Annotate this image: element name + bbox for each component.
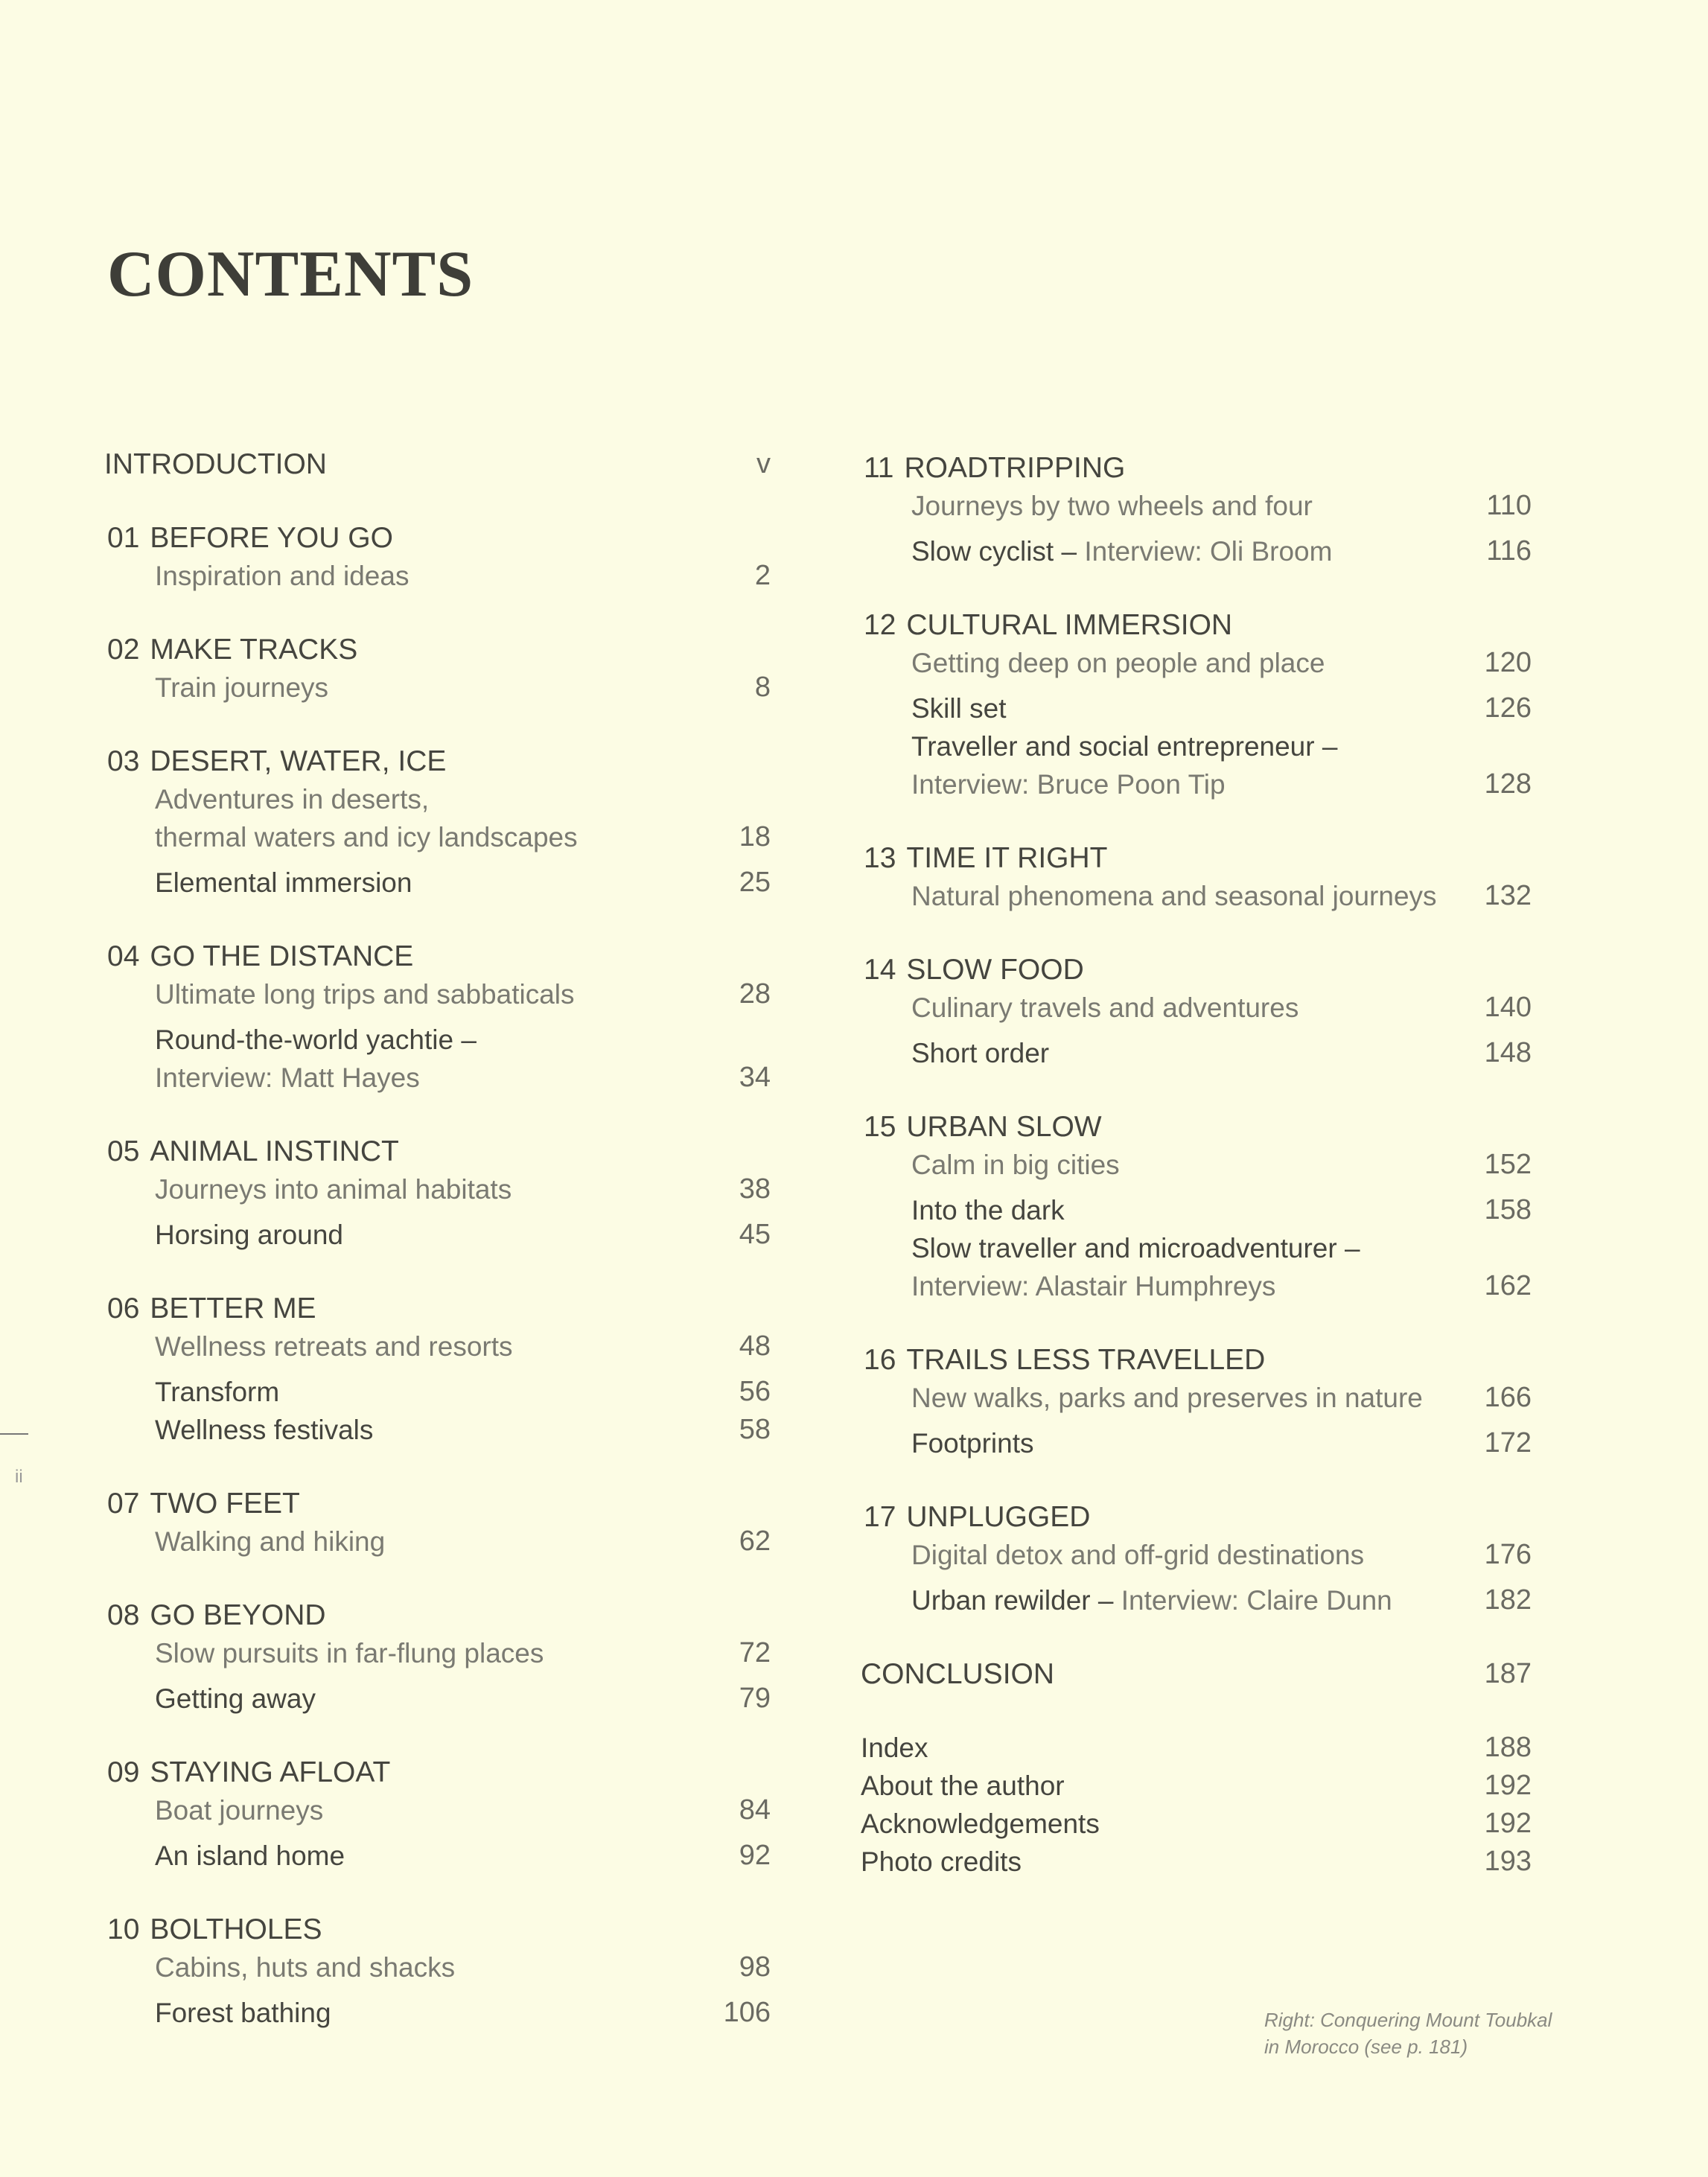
chapter-block xyxy=(107,1485,771,1561)
page-number: 152 xyxy=(1484,1149,1532,1180)
chapter-name: STAYING AFLOAT xyxy=(150,1756,391,1788)
chapter-title xyxy=(107,1756,390,1789)
entry-subtitle: thermal waters and icy landscapes xyxy=(155,821,578,852)
chapter-name: URBAN SLOW xyxy=(906,1110,1102,1143)
chapter-block xyxy=(864,1498,1532,1619)
chapter-block xyxy=(861,1655,1532,1693)
chapter-heading[interactable] xyxy=(107,1910,771,1948)
contents-entry[interactable] xyxy=(861,1729,1532,1767)
chapter-number: 07 xyxy=(107,1487,140,1520)
page-number: 84 xyxy=(739,1794,771,1826)
chapter-number: 12 xyxy=(864,608,896,641)
page-number: 45 xyxy=(739,1219,771,1250)
entry-text xyxy=(155,561,409,592)
chapter-number: 03 xyxy=(107,745,140,777)
page-number: 116 xyxy=(1486,535,1532,567)
contents-entry[interactable] xyxy=(864,989,1532,1027)
contents-right-column xyxy=(861,449,1532,1881)
entry-title: Transform xyxy=(155,1376,280,1407)
page-number: 176 xyxy=(1484,1539,1532,1570)
chapter-name: DESERT, WATER, ICE xyxy=(150,745,447,777)
entry-text xyxy=(155,1795,323,1826)
entry-text xyxy=(155,1377,279,1408)
chapter-number: 13 xyxy=(864,841,896,874)
entry-text xyxy=(155,1415,373,1446)
entry-title: About the author xyxy=(861,1770,1065,1801)
entry-text xyxy=(155,1024,477,1056)
chapter-heading[interactable] xyxy=(104,445,771,483)
chapter-name: BETTER ME xyxy=(150,1292,316,1325)
chapter-name: BEFORE YOU GO xyxy=(150,521,393,554)
chapter-number: 05 xyxy=(107,1135,140,1167)
entry-text xyxy=(155,672,328,704)
entry-text xyxy=(155,1952,455,1983)
chapter-block xyxy=(107,1132,771,1254)
chapter-name: ANIMAL INSTINCT xyxy=(150,1135,399,1167)
contents-entry[interactable] xyxy=(107,1059,771,1097)
chapter-name: MAKE TRACKS xyxy=(150,633,358,666)
chapter-heading[interactable] xyxy=(107,1132,771,1170)
chapter-name: TWO FEET xyxy=(150,1487,300,1520)
page-number: 126 xyxy=(1484,692,1532,724)
contents-entry[interactable] xyxy=(864,532,1532,570)
caption-line: in Morocco (see p. 181) xyxy=(1264,2036,1468,2058)
contents-entry[interactable] xyxy=(864,1424,1532,1462)
entry-title: Index xyxy=(861,1732,928,1763)
entry-title: Slow traveller and microadventurer – xyxy=(911,1232,1360,1263)
contents-entry[interactable] xyxy=(864,1191,1532,1229)
entry-text xyxy=(911,1038,1049,1069)
entry-subtitle: Train journeys xyxy=(155,672,329,703)
contents-entry[interactable] xyxy=(107,1411,771,1449)
contents-entry[interactable] xyxy=(861,1767,1532,1805)
entry-text xyxy=(155,867,412,899)
entry-text xyxy=(911,1585,1392,1616)
chapter-name: CONCLUSION xyxy=(861,1657,1055,1690)
chapter-title xyxy=(864,609,1232,642)
page-number: 34 xyxy=(739,1062,771,1093)
page-number: 132 xyxy=(1484,880,1532,911)
entry-text xyxy=(155,1331,513,1362)
page-number: 162 xyxy=(1484,1270,1532,1301)
chapter-block xyxy=(107,1753,771,1875)
entry-subtitle: Interview: Bruce Poon Tip xyxy=(911,768,1226,800)
entry-title: Acknowledgements xyxy=(861,1808,1100,1839)
contents-entry[interactable] xyxy=(107,1791,771,1829)
contents-entry[interactable] xyxy=(107,975,771,1013)
chapter-title xyxy=(107,940,413,973)
entry-subtitle: Digital detox and off-grid destinations xyxy=(911,1539,1365,1570)
chapter-heading[interactable] xyxy=(107,1596,771,1634)
entry-title: Forest bathing xyxy=(155,1997,331,2028)
entry-subtitle: Getting deep on people and place xyxy=(911,647,1325,678)
page-number: 79 xyxy=(739,1683,771,1714)
page-number: 110 xyxy=(1486,490,1532,521)
page-number: 8 xyxy=(754,672,771,703)
page-number: 158 xyxy=(1484,1194,1532,1225)
entry-interview: Interview: Claire Dunn xyxy=(1121,1584,1392,1616)
chapter-name: GO THE DISTANCE xyxy=(150,940,414,972)
entry-subtitle: Ultimate long trips and sabbaticals xyxy=(155,978,575,1010)
entry-text xyxy=(911,769,1226,800)
entry-text xyxy=(911,992,1298,1024)
chapter-name: TRAILS LESS TRAVELLED xyxy=(906,1343,1266,1376)
chapter-heading[interactable] xyxy=(107,1485,771,1523)
contents-entry[interactable] xyxy=(107,1680,771,1718)
page-number: 58 xyxy=(739,1414,771,1445)
page-number: ii xyxy=(15,1467,23,1487)
entry-text xyxy=(911,1428,1034,1459)
entry-text xyxy=(155,1062,420,1094)
chapter-title xyxy=(107,634,357,666)
page-number: 148 xyxy=(1484,1037,1532,1068)
page-title: CONTENTS xyxy=(107,238,474,310)
page-number: 98 xyxy=(739,1951,771,1983)
chapter-heading[interactable] xyxy=(107,519,771,557)
page-number: 72 xyxy=(739,1637,771,1668)
chapter-title xyxy=(864,1501,1090,1534)
entry-text xyxy=(911,693,1006,724)
chapter-block xyxy=(107,519,771,595)
page-number: 182 xyxy=(1484,1584,1532,1616)
entry-text xyxy=(155,1526,385,1558)
chapter-block xyxy=(864,951,1532,1072)
entry-title: Into the dark xyxy=(911,1194,1065,1225)
entry-subtitle: Adventures in deserts, xyxy=(155,783,430,815)
chapter-name: CULTURAL IMMERSION xyxy=(906,608,1233,641)
entry-subtitle: Journeys by two wheels and four xyxy=(911,490,1313,521)
page-number: 92 xyxy=(739,1840,771,1871)
contents-entry[interactable] xyxy=(864,487,1532,525)
chapter-number: 14 xyxy=(864,953,896,986)
entry-title: Footprints xyxy=(911,1427,1034,1459)
contents-left-column xyxy=(104,445,771,2032)
page-number: 120 xyxy=(1484,647,1532,678)
chapter-block xyxy=(107,742,771,902)
chapter-title xyxy=(864,842,1108,875)
page-number: 188 xyxy=(1484,1732,1532,1763)
page-number: 62 xyxy=(739,1526,771,1557)
chapter-title xyxy=(861,1658,1054,1691)
chapter-name: UNPLUGGED xyxy=(906,1500,1091,1533)
page-number: 172 xyxy=(1484,1427,1532,1459)
entry-text xyxy=(911,491,1313,522)
entry-interview: Interview: Oli Broom xyxy=(1084,535,1333,567)
chapter-name: SLOW FOOD xyxy=(906,953,1084,986)
chapter-block xyxy=(107,631,771,707)
entry-subtitle: Cabins, huts and shacks xyxy=(155,1951,456,1983)
entry-title: Wellness festivals xyxy=(155,1414,374,1445)
chapter-name: INTRODUCTION xyxy=(104,447,327,480)
photo-caption xyxy=(1264,2007,1552,2060)
contents-entry[interactable] xyxy=(107,1021,771,1059)
page-number: 2 xyxy=(754,560,771,591)
entry-subtitle: Interview: Matt Hayes xyxy=(155,1062,420,1093)
entry-text xyxy=(911,536,1332,567)
chapter-number: 09 xyxy=(107,1756,140,1788)
entry-subtitle: Journeys into animal habitats xyxy=(155,1173,512,1205)
chapter-heading[interactable] xyxy=(861,1655,1532,1693)
chapter-block xyxy=(864,1341,1532,1462)
entry-title: Short order xyxy=(911,1037,1050,1068)
chapter-block xyxy=(107,1290,771,1449)
margin-rule xyxy=(0,1433,28,1435)
chapter-heading[interactable] xyxy=(864,1108,1532,1146)
chapter-heading[interactable] xyxy=(864,606,1532,644)
chapter-name: GO BEYOND xyxy=(150,1599,326,1631)
entry-subtitle: New walks, parks and preserves in nature xyxy=(911,1382,1423,1413)
chapter-number: 15 xyxy=(864,1110,896,1143)
entry-text xyxy=(155,1638,544,1669)
chapter-block xyxy=(107,1910,771,2032)
contents-entry[interactable] xyxy=(107,1994,771,2032)
contents-entry[interactable] xyxy=(864,727,1532,765)
page-number: 56 xyxy=(739,1376,771,1407)
chapter-name: BOLTHOLES xyxy=(150,1913,322,1945)
contents-entry[interactable] xyxy=(864,765,1532,803)
entry-subtitle: Boat journeys xyxy=(155,1794,324,1826)
entry-subtitle: Slow pursuits in far-flung places xyxy=(155,1637,544,1668)
chapter-heading[interactable] xyxy=(864,449,1532,487)
contents-entry[interactable] xyxy=(107,1634,771,1672)
contents-entry[interactable] xyxy=(864,1581,1532,1619)
contents-entry[interactable] xyxy=(864,877,1532,915)
entry-text xyxy=(911,648,1325,679)
chapter-title xyxy=(864,954,1084,986)
entry-text xyxy=(155,979,575,1010)
entry-title: Photo credits xyxy=(861,1846,1022,1877)
page-number: 106 xyxy=(723,1997,771,2028)
entry-text xyxy=(911,1271,1275,1302)
contents-entry[interactable] xyxy=(107,780,771,818)
chapter-title xyxy=(107,1599,326,1632)
entry-text xyxy=(911,731,1337,762)
contents-entry[interactable] xyxy=(864,644,1532,682)
chapter-number: 04 xyxy=(107,940,140,972)
chapter-title xyxy=(107,1293,316,1325)
chapter-number: 11 xyxy=(864,451,894,484)
caption-line: Right: Conquering Mount Toubkal xyxy=(1264,2009,1552,2031)
page-number: 166 xyxy=(1484,1382,1532,1413)
chapter-block xyxy=(864,606,1532,803)
contents-entry[interactable] xyxy=(107,1216,771,1254)
chapter-heading[interactable] xyxy=(864,951,1532,989)
chapter-block xyxy=(107,1596,771,1718)
chapter-title xyxy=(107,1913,322,1946)
chapter-heading[interactable] xyxy=(107,1753,771,1791)
contents-entry[interactable] xyxy=(861,1843,1532,1881)
contents-entry[interactable] xyxy=(861,1805,1532,1843)
entry-title: Round-the-world yachtie – xyxy=(155,1024,477,1055)
chapter-block xyxy=(104,445,771,483)
back-matter xyxy=(861,1729,1532,1881)
chapter-block xyxy=(864,839,1532,915)
chapter-title xyxy=(864,1111,1102,1144)
chapter-heading[interactable] xyxy=(107,631,771,669)
chapter-title xyxy=(107,1488,300,1520)
contents-entry[interactable] xyxy=(107,818,771,856)
entry-title: Elemental immersion xyxy=(155,867,412,898)
chapter-number: 06 xyxy=(107,1292,140,1325)
contents-entry[interactable] xyxy=(107,1523,771,1561)
page-number: 25 xyxy=(739,867,771,898)
entry-title: Skill set xyxy=(911,692,1007,724)
entry-text xyxy=(911,1383,1423,1414)
entry-subtitle: Natural phenomena and seasonal journeys xyxy=(911,880,1437,911)
entry-title: Getting away xyxy=(155,1683,316,1714)
entry-subtitle: Interview: Alastair Humphreys xyxy=(911,1270,1276,1301)
entry-title: Slow cyclist – xyxy=(911,535,1077,567)
chapter-block xyxy=(107,937,771,1097)
entry-text xyxy=(155,1840,345,1872)
entry-subtitle: Walking and hiking xyxy=(155,1526,386,1557)
contents-entry[interactable] xyxy=(107,1373,771,1411)
entry-text xyxy=(155,822,578,853)
contents-entry[interactable] xyxy=(864,1146,1532,1184)
entry-text xyxy=(155,1998,331,2029)
chapter-title xyxy=(107,745,446,778)
chapter-title xyxy=(864,1344,1265,1377)
entry-title: Horsing around xyxy=(155,1219,343,1250)
chapter-heading[interactable] xyxy=(107,742,771,780)
entry-text xyxy=(911,1195,1065,1226)
page-number: 187 xyxy=(1484,1658,1532,1689)
contents-entry[interactable] xyxy=(864,1034,1532,1072)
contents-entry[interactable] xyxy=(864,1536,1532,1574)
page-number: 48 xyxy=(739,1330,771,1362)
chapter-title xyxy=(864,452,1125,485)
page-number: 193 xyxy=(1484,1846,1532,1877)
chapter-number: 17 xyxy=(864,1500,896,1533)
entry-title: An island home xyxy=(155,1840,345,1871)
entry-subtitle: Culinary travels and adventures xyxy=(911,992,1299,1023)
contents-entry[interactable] xyxy=(864,1229,1532,1267)
entry-text xyxy=(155,1174,512,1205)
contents-entry[interactable] xyxy=(107,864,771,902)
chapter-name: ROADTRIPPING xyxy=(904,451,1126,484)
entry-subtitle: Calm in big cities xyxy=(911,1149,1120,1180)
page-number: 18 xyxy=(739,821,771,852)
page-number: 140 xyxy=(1484,992,1532,1023)
contents-entry[interactable] xyxy=(864,1379,1532,1417)
chapter-block xyxy=(864,1108,1532,1305)
contents-entry[interactable] xyxy=(864,689,1532,727)
chapter-title xyxy=(107,1135,399,1168)
chapter-number: 10 xyxy=(107,1913,140,1945)
entry-title: Traveller and social entrepreneur – xyxy=(911,730,1338,762)
entry-text xyxy=(155,1220,343,1251)
entry-text xyxy=(911,1540,1364,1571)
contents-entry[interactable] xyxy=(107,1170,771,1208)
page-number: 192 xyxy=(1484,1808,1532,1839)
entry-text xyxy=(911,881,1437,912)
page-number: 28 xyxy=(739,978,771,1010)
chapter-title xyxy=(107,522,393,555)
contents-entry[interactable] xyxy=(107,669,771,707)
chapter-heading[interactable] xyxy=(107,937,771,975)
chapter-number: 02 xyxy=(107,633,140,666)
chapter-number: 16 xyxy=(864,1343,896,1376)
chapter-title xyxy=(104,448,327,481)
page-number: 38 xyxy=(739,1173,771,1205)
chapter-number: 01 xyxy=(107,521,140,554)
chapter-heading[interactable] xyxy=(864,839,1532,877)
chapter-name: TIME IT RIGHT xyxy=(906,841,1108,874)
page-number: 192 xyxy=(1484,1770,1532,1801)
entry-text xyxy=(911,1150,1120,1181)
chapter-block xyxy=(864,449,1532,570)
chapter-heading[interactable] xyxy=(864,1498,1532,1536)
contents-entry[interactable] xyxy=(864,1267,1532,1305)
chapter-number: 08 xyxy=(107,1599,140,1631)
chapter-heading[interactable] xyxy=(864,1341,1532,1379)
entry-title: Urban rewilder – xyxy=(911,1584,1114,1616)
page-number: v xyxy=(756,448,771,479)
page-number: 128 xyxy=(1484,768,1532,800)
contents-entry[interactable] xyxy=(107,1327,771,1365)
contents-entry[interactable] xyxy=(107,1948,771,1986)
contents-entry[interactable] xyxy=(107,1837,771,1875)
contents-entry[interactable] xyxy=(107,557,771,595)
entry-subtitle: Inspiration and ideas xyxy=(155,560,410,591)
entry-text xyxy=(911,1233,1360,1264)
chapter-heading[interactable] xyxy=(107,1290,771,1327)
entry-subtitle: Wellness retreats and resorts xyxy=(155,1330,513,1362)
entry-text xyxy=(155,784,429,815)
entry-text xyxy=(155,1683,316,1715)
